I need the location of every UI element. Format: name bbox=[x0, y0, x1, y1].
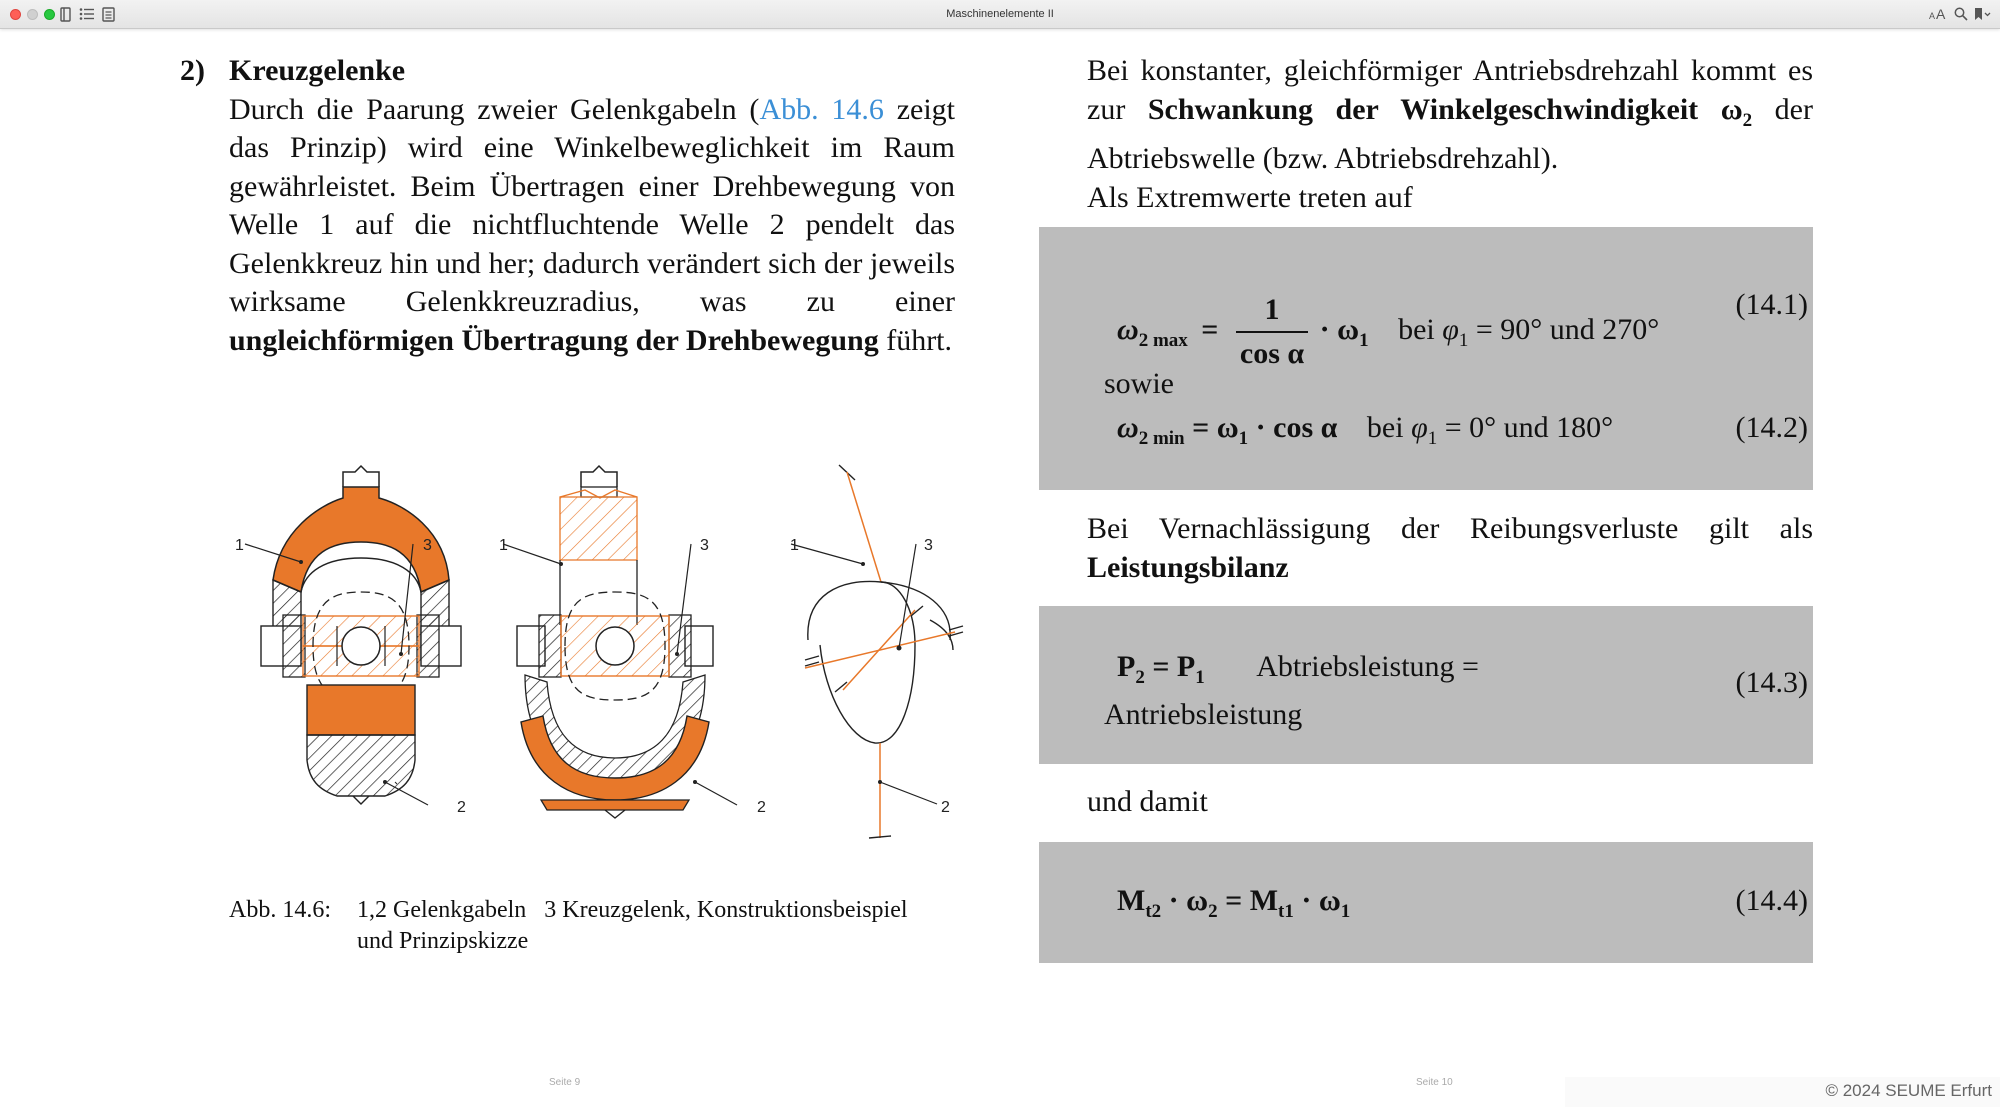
subscript: 2 bbox=[1135, 667, 1145, 688]
equation-number-14-4: (14.4) bbox=[1735, 884, 1808, 917]
emphasis-text: ungleichförmigen Übertragung der Drehbewegung bbox=[229, 323, 879, 357]
fraction bbox=[1236, 293, 1308, 371]
formula-14-4 bbox=[1117, 884, 1350, 929]
page-number-left: Seite 9 bbox=[549, 1077, 581, 1088]
condition-text: = 90° und 270° bbox=[1468, 312, 1660, 346]
subscript: t1 bbox=[1278, 901, 1294, 922]
subscript: 1 bbox=[1458, 329, 1469, 351]
svg-text:A: A bbox=[1929, 11, 1936, 21]
formula-box-torque bbox=[1039, 842, 1813, 963]
equation-number-14-2: (14.2) bbox=[1735, 411, 1808, 444]
power-balance-paragraph bbox=[1087, 510, 1813, 587]
condition-text: = 0° und 180° bbox=[1437, 411, 1614, 444]
formula-14-2 bbox=[1117, 411, 1613, 456]
label-text: 3 bbox=[700, 537, 709, 554]
text-span: Bei Vernachlässigung der Reibungsverluste gilt als bbox=[1087, 512, 1813, 545]
formula-symbol: · ω bbox=[1293, 884, 1341, 917]
subscript: 1 bbox=[1427, 428, 1438, 449]
fraction-numerator: 1 bbox=[1236, 293, 1308, 333]
label-text: 3 bbox=[423, 537, 432, 554]
section-title: Kreuzgelenke bbox=[229, 54, 406, 87]
label-text: 3 bbox=[924, 537, 933, 554]
formula-symbol: φ bbox=[1442, 312, 1459, 346]
equation-number-14-1: (14.1) bbox=[1735, 288, 1808, 321]
search-icon[interactable] bbox=[1954, 6, 1968, 22]
svg-text:A: A bbox=[1936, 7, 1946, 21]
emphasis-text bbox=[1147, 92, 1753, 131]
text-span: zeigt das Prinzip) wird eine Winkelbeweglichkeit im Raum gewährleistet. Beim Übertragen einer Drehbewegung von Welle 1 auf die nichtfluchtende Welle 2 pendelt das Gelenkkreuz hin und her; dadurch verändert sich der jeweils wirksame Gelenkkreuzradius, was zu einer bbox=[229, 92, 956, 318]
formula-14-3 bbox=[1117, 650, 1479, 695]
subscript: 1 bbox=[1340, 901, 1351, 922]
extremes-line: Als Extremwerte treten auf bbox=[1087, 180, 1413, 214]
formula-symbol: P bbox=[1117, 650, 1136, 683]
sowie-text: sowie bbox=[1104, 367, 1174, 400]
subscript: t2 bbox=[1145, 901, 1162, 922]
subscript: 1 bbox=[1195, 667, 1205, 688]
variation-paragraph bbox=[1087, 52, 1813, 179]
formula-symbol: · ω bbox=[1161, 884, 1209, 917]
label-text: 2 bbox=[457, 799, 466, 816]
formula-symbol: = P bbox=[1144, 650, 1196, 683]
figure-caption bbox=[229, 895, 908, 957]
formula-description-line-2: Antriebsleistung bbox=[1104, 698, 1303, 731]
formula-symbol: ω bbox=[1117, 312, 1139, 346]
text-span: der Abtriebswelle (bzw. Abtriebsdrehzahl). bbox=[1087, 92, 1813, 175]
fraction-denominator: cos α bbox=[1239, 337, 1305, 370]
subscript: 2 bbox=[1208, 901, 1218, 922]
joint-drawing-2 bbox=[499, 466, 766, 818]
formula-symbol: = M bbox=[1217, 884, 1279, 917]
formula-symbol: ω bbox=[1117, 411, 1139, 444]
left-text-block bbox=[229, 52, 955, 360]
formula-symbol: = bbox=[1201, 312, 1219, 346]
equation-number-14-3: (14.3) bbox=[1735, 666, 1808, 699]
label-text: 1 bbox=[499, 537, 508, 554]
intro-paragraph bbox=[229, 91, 955, 361]
formula-symbol: = ω bbox=[1192, 411, 1239, 444]
formula-14-1 bbox=[1117, 293, 1659, 371]
joint-drawing-1 bbox=[235, 466, 466, 816]
und-damit-text: und damit bbox=[1087, 785, 1208, 818]
bookmark-icon[interactable] bbox=[1973, 6, 1991, 22]
condition-text: bei bbox=[1398, 312, 1443, 346]
description-text: Abtriebsleistung = bbox=[1256, 650, 1479, 683]
text-span: Schwankung der Winkelgeschwindigkeit ω bbox=[1147, 92, 1743, 126]
universal-joint-figure bbox=[225, 460, 965, 880]
right-text-top bbox=[1087, 52, 1813, 217]
subscript: 2 bbox=[1742, 109, 1753, 131]
section-number: 2) bbox=[180, 54, 205, 87]
page-number-right: Seite 10 bbox=[1416, 1077, 1453, 1088]
label-text: 1 bbox=[235, 537, 244, 554]
copyright-notice: © 2024 SEUME Erfurt bbox=[1825, 1081, 1992, 1100]
condition-text: bei bbox=[1366, 411, 1412, 444]
emphasis-text: Leistungsbilanz bbox=[1087, 550, 1289, 584]
subscript: 1 bbox=[1238, 428, 1249, 449]
label-text: 2 bbox=[757, 799, 766, 816]
text-span: Durch die Paarung zweier Gelenkgabeln ( bbox=[229, 92, 760, 126]
formula-box-extremes bbox=[1039, 227, 1813, 490]
font-size-icon[interactable] bbox=[1929, 6, 1949, 22]
formula-symbol: φ bbox=[1411, 411, 1428, 444]
formula-box-power bbox=[1039, 606, 1813, 764]
label-text: 1 bbox=[790, 537, 799, 554]
subscript: 2 max bbox=[1138, 329, 1188, 351]
text-span: führt. bbox=[878, 323, 953, 357]
text-span: Bei konstanter, gleichförmiger Antriebsdrehzahl kommt es zur bbox=[1087, 54, 1813, 126]
subscript: 1 bbox=[1359, 329, 1369, 351]
window-title: Maschinenelemente II bbox=[946, 8, 1054, 20]
figure-link[interactable]: Abb. 14.6 bbox=[759, 92, 884, 126]
subscript: 2 min bbox=[1138, 428, 1185, 449]
formula-symbol: M bbox=[1117, 884, 1146, 917]
window-toolbar bbox=[0, 0, 2000, 29]
caption-line-2: und Prinzipskizze bbox=[357, 928, 529, 954]
label-text: 2 bbox=[941, 799, 950, 816]
formula-symbol: · cos α bbox=[1248, 411, 1338, 444]
principle-sketch bbox=[790, 465, 963, 838]
caption-line-1: 1,2 Gelenkgabeln 3 Kreuzgelenk, Konstruktionsbeispiel bbox=[357, 897, 908, 923]
formula-symbol: · ω bbox=[1319, 312, 1360, 346]
caption-prefix: Abb. 14.6: bbox=[229, 897, 331, 923]
